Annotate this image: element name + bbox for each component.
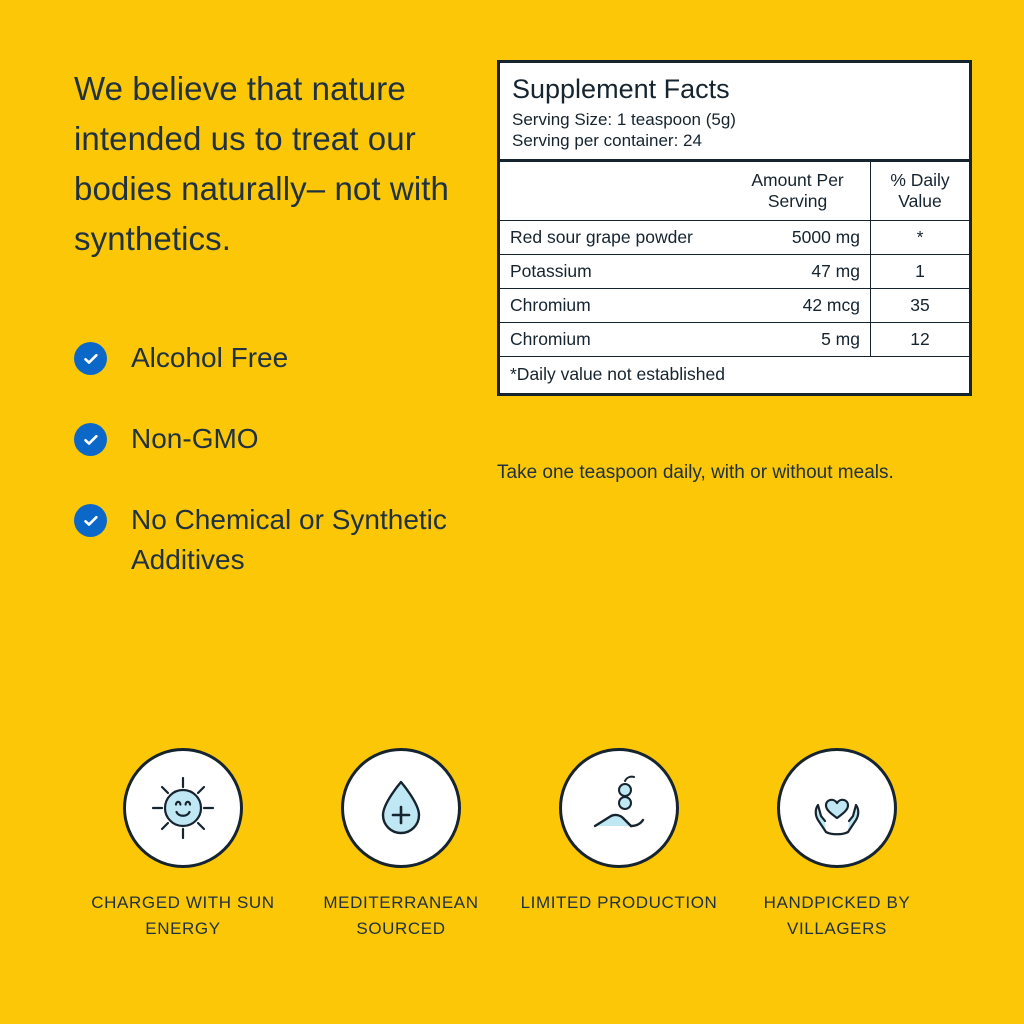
nutrient-name: Red sour grape powder xyxy=(500,221,725,255)
benefit-label: No Chemical or Synthetic Additives xyxy=(131,504,447,575)
badges-row xyxy=(74,748,954,942)
nutrient-amount: 5000 mg xyxy=(725,221,870,255)
nutrient-amount: 47 mg xyxy=(725,255,870,289)
table-row xyxy=(500,323,969,357)
benefit-label: Alcohol Free xyxy=(131,342,289,373)
supplement-facts-header xyxy=(500,63,969,162)
nutrient-name: Chromium xyxy=(500,289,725,323)
supplement-facts-table xyxy=(500,162,969,357)
badge-handpicked-by-villagers xyxy=(728,748,946,942)
badge-circle xyxy=(341,748,461,868)
nutrient-daily-value: 35 xyxy=(870,289,969,323)
badge-label: CHARGED WITH SUN ENERGY xyxy=(91,893,275,938)
nutrient-amount: 42 mcg xyxy=(725,289,870,323)
nutrient-daily-value: 12 xyxy=(870,323,969,357)
serving-size: Serving Size: 1 teaspoon (5g) xyxy=(512,110,736,129)
supplement-facts-panel xyxy=(497,60,972,396)
supplement-facts-title: Supplement Facts xyxy=(512,74,730,104)
table-header-row xyxy=(500,162,969,221)
badge-limited-production xyxy=(510,748,728,942)
column-header-daily-value: % Daily Value xyxy=(870,162,969,221)
hands-holding-heart-icon xyxy=(799,770,875,846)
badge-label: HANDPICKED BY VILLAGERS xyxy=(763,893,911,938)
nutrient-name: Chromium xyxy=(500,323,725,357)
badge-circle xyxy=(559,748,679,868)
nutrient-amount: 5 mg xyxy=(725,323,870,357)
water-drop-icon xyxy=(365,772,437,844)
nutrient-daily-value: 1 xyxy=(870,255,969,289)
badge-circle xyxy=(123,748,243,868)
column-header-amount: Amount Per Serving xyxy=(725,162,870,221)
nutrient-name: Potassium xyxy=(500,255,725,289)
nutrient-daily-value: * xyxy=(870,221,969,255)
benefits-column xyxy=(74,64,474,621)
smiling-sun-icon xyxy=(145,770,221,846)
daily-value-footnote: *Daily value not established xyxy=(510,364,725,384)
table-row xyxy=(500,255,969,289)
servings-per-container: Serving per container: 24 xyxy=(512,131,702,150)
badge-mediterranean-sourced xyxy=(292,748,510,942)
badge-circle xyxy=(777,748,897,868)
page-headline: We believe that nature intended us to treat our bodies naturally– not with synthetics. xyxy=(74,70,449,257)
badge-label: MEDITERRANEAN SOURCED xyxy=(323,893,479,938)
benefit-label: Non-GMO xyxy=(131,423,259,454)
hand-with-grapes-icon xyxy=(581,770,657,846)
badge-label: LIMITED PRODUCTION xyxy=(520,893,718,912)
badge-charged-with-sun-energy xyxy=(74,748,292,942)
check-circle-icon xyxy=(74,342,107,375)
column-header-nutrient xyxy=(500,162,725,221)
table-row xyxy=(500,221,969,255)
list-item xyxy=(74,338,474,378)
benefits-list xyxy=(74,338,474,580)
check-circle-icon xyxy=(74,423,107,456)
table-row xyxy=(500,289,969,323)
list-item xyxy=(74,500,474,580)
check-circle-icon xyxy=(74,504,107,537)
list-item xyxy=(74,419,474,459)
directions-text: Take one teaspoon daily, with or without meals. xyxy=(497,462,894,483)
